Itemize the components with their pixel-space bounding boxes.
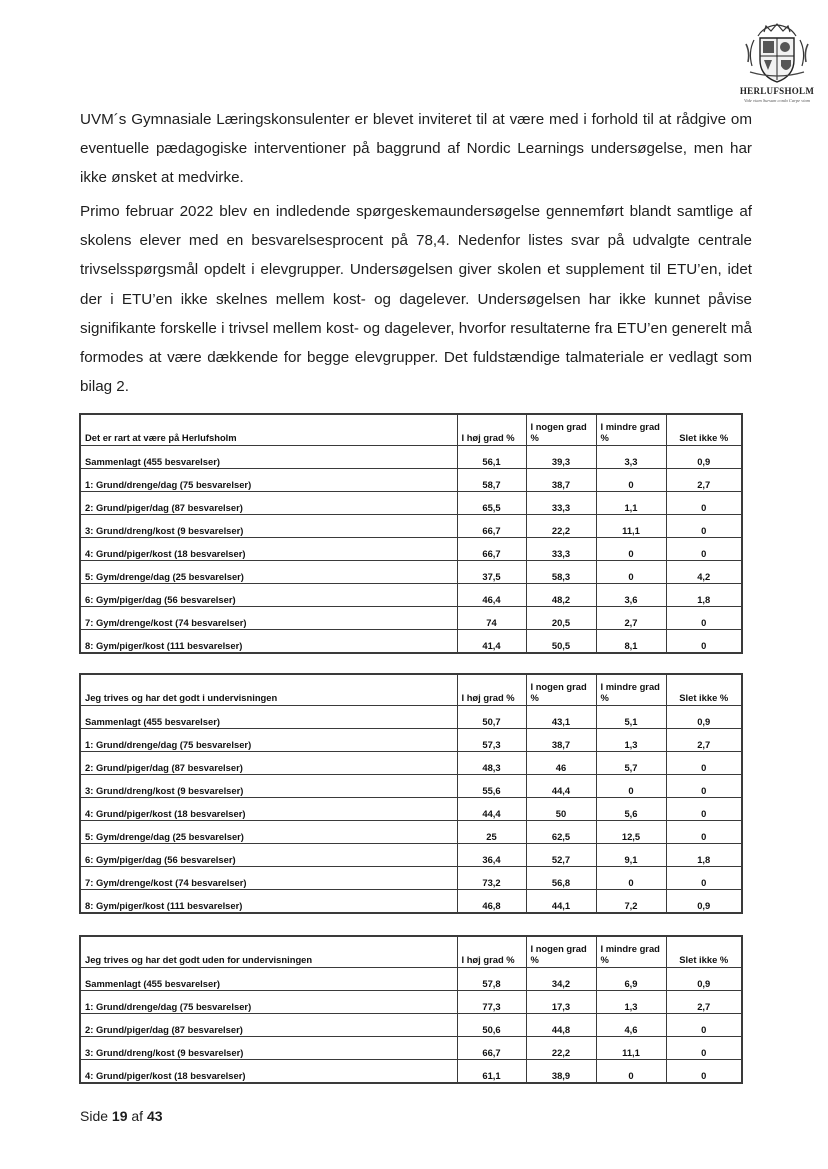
row-label: 2: Grund/piger/dag (87 besvarelser): [80, 492, 457, 515]
row-label: 1: Grund/drenge/dag (75 besvarelser): [80, 729, 457, 752]
cell-value: 0: [666, 607, 742, 630]
col-header-mindre: I mindre grad %: [596, 414, 666, 446]
cell-value: 33,3: [526, 492, 596, 515]
cell-value: 0: [666, 1037, 742, 1060]
cell-value: 0: [666, 1060, 742, 1084]
cell-value: 0: [666, 515, 742, 538]
table-row: [80, 1037, 742, 1060]
row-label: 2: Grund/piger/dag (87 besvarelser): [80, 1014, 457, 1037]
cell-value: 48,2: [526, 584, 596, 607]
table-row: [80, 890, 742, 914]
row-label: 7: Gym/drenge/kost (74 besvarelser): [80, 867, 457, 890]
table-row: [80, 469, 742, 492]
cell-value: 17,3: [526, 991, 596, 1014]
row-label: 7: Gym/drenge/kost (74 besvarelser): [80, 607, 457, 630]
survey-table-rart: [79, 413, 743, 654]
table-row: [80, 584, 742, 607]
cell-value: 50,7: [457, 706, 526, 729]
cell-value: 44,8: [526, 1014, 596, 1037]
table-row: [80, 867, 742, 890]
cell-value: 12,5: [596, 821, 666, 844]
cell-value: 5,1: [596, 706, 666, 729]
footer-sep: af: [131, 1108, 144, 1124]
cell-value: 0,9: [666, 968, 742, 991]
col-header-hoej: I høj grad %: [457, 674, 526, 706]
cell-value: 0: [666, 630, 742, 654]
cell-value: 50,5: [526, 630, 596, 654]
cell-value: 3,6: [596, 584, 666, 607]
table-row: [80, 821, 742, 844]
table-row: [80, 706, 742, 729]
cell-value: 1,3: [596, 991, 666, 1014]
table-row: [80, 991, 742, 1014]
cell-value: 2,7: [596, 607, 666, 630]
cell-value: 0: [596, 867, 666, 890]
cell-value: 0: [666, 867, 742, 890]
cell-value: 56,1: [457, 446, 526, 469]
cell-value: 44,1: [526, 890, 596, 914]
table-header-row: [80, 414, 742, 446]
table-title: Det er rart at være på Herlufsholm: [80, 414, 457, 446]
cell-value: 58,3: [526, 561, 596, 584]
cell-value: 11,1: [596, 1037, 666, 1060]
row-label: 8: Gym/piger/kost (111 besvarelser): [80, 630, 457, 654]
table-row: [80, 515, 742, 538]
cell-value: 0: [666, 821, 742, 844]
cell-value: 41,4: [457, 630, 526, 654]
table-row: [80, 798, 742, 821]
table-header-row: [80, 936, 742, 968]
cell-value: 38,7: [526, 729, 596, 752]
page-footer: [80, 1108, 163, 1124]
table-row: [80, 1014, 742, 1037]
cell-value: 50,6: [457, 1014, 526, 1037]
cell-value: 57,3: [457, 729, 526, 752]
cell-value: 66,7: [457, 538, 526, 561]
cell-value: 66,7: [457, 515, 526, 538]
logo-wordmark: HERLUFSHOLM: [739, 86, 815, 96]
table-title: Jeg trives og har det godt uden for undervisningen: [80, 936, 457, 968]
cell-value: 0: [666, 492, 742, 515]
cell-value: 0: [666, 538, 742, 561]
cell-value: 7,2: [596, 890, 666, 914]
cell-value: 50: [526, 798, 596, 821]
cell-value: 43,1: [526, 706, 596, 729]
cell-value: 1,8: [666, 584, 742, 607]
cell-value: 0,9: [666, 890, 742, 914]
row-label: 4: Grund/piger/kost (18 besvarelser): [80, 798, 457, 821]
logo-motto: Vide viam Sursum corda Carpe viam: [743, 98, 811, 103]
table-row: [80, 630, 742, 654]
row-label: 1: Grund/drenge/dag (75 besvarelser): [80, 469, 457, 492]
row-label: 4: Grund/piger/kost (18 besvarelser): [80, 1060, 457, 1084]
cell-value: 36,4: [457, 844, 526, 867]
cell-value: 46,8: [457, 890, 526, 914]
cell-value: 46,4: [457, 584, 526, 607]
col-header-nogen: I nogen grad %: [526, 936, 596, 968]
cell-value: 65,5: [457, 492, 526, 515]
cell-value: 1,1: [596, 492, 666, 515]
col-header-slet: Slet ikke %: [666, 674, 742, 706]
cell-value: 48,3: [457, 752, 526, 775]
row-label: 3: Grund/dreng/kost (9 besvarelser): [80, 1037, 457, 1060]
cell-value: 52,7: [526, 844, 596, 867]
col-header-nogen: I nogen grad %: [526, 414, 596, 446]
cell-value: 55,6: [457, 775, 526, 798]
col-header-hoej: I høj grad %: [457, 936, 526, 968]
cell-value: 66,7: [457, 1037, 526, 1060]
page-number: 19: [111, 1108, 128, 1124]
cell-value: 34,2: [526, 968, 596, 991]
cell-value: 44,4: [526, 775, 596, 798]
row-label: 2: Grund/piger/dag (87 besvarelser): [80, 752, 457, 775]
table-row: [80, 446, 742, 469]
survey-table-undervisning: [79, 673, 743, 914]
cell-value: 74: [457, 607, 526, 630]
cell-value: 11,1: [596, 515, 666, 538]
cell-value: 25: [457, 821, 526, 844]
cell-value: 2,7: [666, 991, 742, 1014]
cell-value: 9,1: [596, 844, 666, 867]
page-total: 43: [146, 1108, 163, 1124]
cell-value: 33,3: [526, 538, 596, 561]
cell-value: 0: [596, 469, 666, 492]
cell-value: 38,9: [526, 1060, 596, 1084]
cell-value: 77,3: [457, 991, 526, 1014]
col-header-nogen: I nogen grad %: [526, 674, 596, 706]
cell-value: 4,6: [596, 1014, 666, 1037]
cell-value: 57,8: [457, 968, 526, 991]
cell-value: 2,7: [666, 729, 742, 752]
row-label: 4: Grund/piger/kost (18 besvarelser): [80, 538, 457, 561]
cell-value: 0: [666, 752, 742, 775]
intro-paragraph: UVM´s Gymnasiale Læringskonsulenter er blevet inviteret til at være med i forhold til at rådgive om eventuelle pædagogiske interventioner på baggrund af Nordic Learnings undersøgelse, men har ikke ønsket at medvirke.: [80, 111, 752, 187]
cell-value: 58,7: [457, 469, 526, 492]
table-row: [80, 729, 742, 752]
coat-of-arms-icon: [744, 22, 810, 84]
cell-value: 73,2: [457, 867, 526, 890]
row-label: 8: Gym/piger/kost (111 besvarelser): [80, 890, 457, 914]
table-row: [80, 844, 742, 867]
table-row: [80, 752, 742, 775]
cell-value: 56,8: [526, 867, 596, 890]
row-label: 5: Gym/drenge/dag (25 besvarelser): [80, 561, 457, 584]
row-label: Sammenlagt (455 besvarelser): [80, 706, 457, 729]
cell-value: 62,5: [526, 821, 596, 844]
footer-prefix: Side: [80, 1108, 109, 1124]
row-label: 6: Gym/piger/dag (56 besvarelser): [80, 584, 457, 607]
cell-value: 0: [666, 775, 742, 798]
survey-paragraph: Primo februar 2022 blev en indledende spørgeskemaundersøgelse gennemført blandt samtlige af skolens elever med en besvarelsesprocent på 78,4. Nedenfor listes svar på udvalgte centrale trivselsspørgsmål opdelt i elevgrupper. Undersøgelsen giver skolen et supplement til ETU’en, idet der i ETU’en ikke skelnes mellem kost- og dagelever. Undersøgelsen har ikke kunnet påvise signifikante forskelle i trivsel mellem kost- og dagelever, hvorfor resultaterne fra ETU’en generelt må formodes at være dækkende for begge elevgrupper. Det fuldstændige talmateriale er vedlagt som bilag 2.: [80, 203, 752, 396]
row-label: 3: Grund/dreng/kost (9 besvarelser): [80, 515, 457, 538]
row-label: 6: Gym/piger/dag (56 besvarelser): [80, 844, 457, 867]
cell-value: 38,7: [526, 469, 596, 492]
col-header-mindre: I mindre grad %: [596, 936, 666, 968]
table-row: [80, 968, 742, 991]
table-title: Jeg trives og har det godt i undervisningen: [80, 674, 457, 706]
row-label: 1: Grund/drenge/dag (75 besvarelser): [80, 991, 457, 1014]
herlufsholm-logo: [734, 22, 820, 106]
col-header-slet: Slet ikke %: [666, 936, 742, 968]
col-header-mindre: I mindre grad %: [596, 674, 666, 706]
cell-value: 46: [526, 752, 596, 775]
table-row: [80, 561, 742, 584]
table-row: [80, 775, 742, 798]
row-label: 3: Grund/dreng/kost (9 besvarelser): [80, 775, 457, 798]
cell-value: 20,5: [526, 607, 596, 630]
cell-value: 2,7: [666, 469, 742, 492]
col-header-hoej: I høj grad %: [457, 414, 526, 446]
table-header-row: [80, 674, 742, 706]
cell-value: 8,1: [596, 630, 666, 654]
row-label: Sammenlagt (455 besvarelser): [80, 968, 457, 991]
survey-table-uden-for-undervisning: [79, 935, 743, 1084]
cell-value: 4,2: [666, 561, 742, 584]
cell-value: 22,2: [526, 515, 596, 538]
cell-value: 0: [596, 1060, 666, 1084]
cell-value: 39,3: [526, 446, 596, 469]
cell-value: 0: [666, 798, 742, 821]
cell-value: 6,9: [596, 968, 666, 991]
cell-value: 0: [596, 538, 666, 561]
cell-value: 1,3: [596, 729, 666, 752]
cell-value: 0: [596, 775, 666, 798]
cell-value: 5,7: [596, 752, 666, 775]
table-row: [80, 492, 742, 515]
cell-value: 44,4: [457, 798, 526, 821]
col-header-slet: Slet ikke %: [666, 414, 742, 446]
cell-value: 61,1: [457, 1060, 526, 1084]
table-row: [80, 607, 742, 630]
cell-value: 37,5: [457, 561, 526, 584]
row-label: Sammenlagt (455 besvarelser): [80, 446, 457, 469]
cell-value: 5,6: [596, 798, 666, 821]
cell-value: 0,9: [666, 706, 742, 729]
cell-value: 0: [666, 1014, 742, 1037]
table-row: [80, 538, 742, 561]
row-label: 5: Gym/drenge/dag (25 besvarelser): [80, 821, 457, 844]
table-row: [80, 1060, 742, 1084]
cell-value: 3,3: [596, 446, 666, 469]
cell-value: 22,2: [526, 1037, 596, 1060]
cell-value: 0: [596, 561, 666, 584]
cell-value: 0,9: [666, 446, 742, 469]
cell-value: 1,8: [666, 844, 742, 867]
